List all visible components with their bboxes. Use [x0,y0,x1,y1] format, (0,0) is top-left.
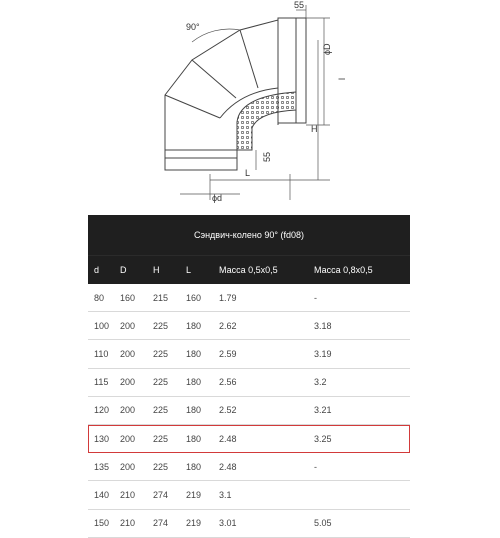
table-row [88,425,410,453]
table-cell: 120 [94,405,110,416]
table-cell: 225 [153,320,169,331]
table-cell: 3.21 [314,405,332,416]
table-row [88,312,410,340]
table-cell: 200 [120,461,136,472]
bottom-socket [165,150,237,170]
dim-D-label: ϕD [322,43,332,55]
header-D: D [120,265,127,275]
table-row [88,453,410,481]
segment-line [240,30,258,88]
table-cell: 200 [120,348,136,359]
insulation-section [237,92,296,150]
table-cell: 3.1 [219,489,232,500]
table-cell: 130 [94,433,110,444]
table-cell: 180 [186,348,202,359]
table-cell: 180 [186,377,202,388]
table-cell: 100 [94,320,110,331]
table-cell: 160 [186,292,202,303]
table-cell: 2.59 [219,348,237,359]
header-mass-05: Масса 0,5х0,5 [219,265,278,275]
table-cell: 180 [186,461,202,472]
dim-d-label: ϕd [212,193,223,203]
table-cell: 225 [153,405,169,416]
elbow-outer-contour [165,20,278,168]
table-cell: 5.05 [314,518,332,529]
table-row [88,510,410,538]
table-cell: 225 [153,461,169,472]
table-cell: 80 [94,292,105,303]
dim-small-label: 55 [262,151,272,162]
table-cell: 3.01 [219,518,237,529]
table-cell: 200 [120,405,136,416]
dim-L-label: L [245,168,251,178]
table-cell: - [314,292,317,303]
table-cell: 2.62 [219,320,237,331]
table-cell: 3.18 [314,320,332,331]
table-cell: 200 [120,377,136,388]
table-cell: 2.48 [219,461,237,472]
table-cell: 274 [153,489,169,500]
table-cell: 1.79 [219,292,237,303]
table-cell: 274 [153,518,169,529]
table-row [88,284,410,312]
dim-top-label: 55 [294,0,305,10]
table-row [88,340,410,368]
table-cell: 200 [120,320,136,331]
table-cell: 160 [120,292,136,303]
segment-line [192,60,236,98]
table-cell: 180 [186,320,202,331]
header-mass-08: Масса 0,8х0,5 [314,265,373,275]
table-cell: 115 [94,377,109,388]
table-cell: 219 [186,518,202,529]
table-cell: 2.56 [219,377,237,388]
table-cell: 2.52 [219,405,237,416]
table-cell: 180 [186,405,202,416]
table-row [88,369,410,397]
header-d: d [94,265,100,275]
table-cell: 140 [94,489,110,500]
table-cell: 215 [153,292,169,303]
segment-line [165,95,220,118]
elbow-technical-drawing [0,0,500,215]
table-cell: 180 [186,433,202,444]
table-row [88,481,410,509]
table-cell: 150 [94,518,110,529]
table-cell: 210 [120,518,136,529]
table-cell: 2.48 [219,433,237,444]
table-cell: 200 [120,433,136,444]
dim-angle-label: 90° [186,22,200,32]
table-cell: 110 [94,348,109,359]
header-L: L [186,265,192,275]
dim-l-label: l [337,78,347,80]
table-cell: - [314,461,317,472]
dim-H-label: H [311,124,318,134]
table-cell: 3.25 [314,433,332,444]
table-cell: 225 [153,433,169,444]
table-cell: 3.19 [314,348,332,359]
table-cell: 225 [153,377,169,388]
table-cell: 135 [94,461,110,472]
table-cell: 219 [186,489,202,500]
table-cell: 3.2 [314,377,327,388]
table-header-row [88,255,410,284]
table-cell: 210 [120,489,136,500]
table-cell: 225 [153,348,169,359]
header-H: H [153,265,160,275]
table-row [88,397,410,425]
table-title: Сэндвич-колено 90° (fd08) [88,215,410,255]
specs-table [88,215,410,538]
